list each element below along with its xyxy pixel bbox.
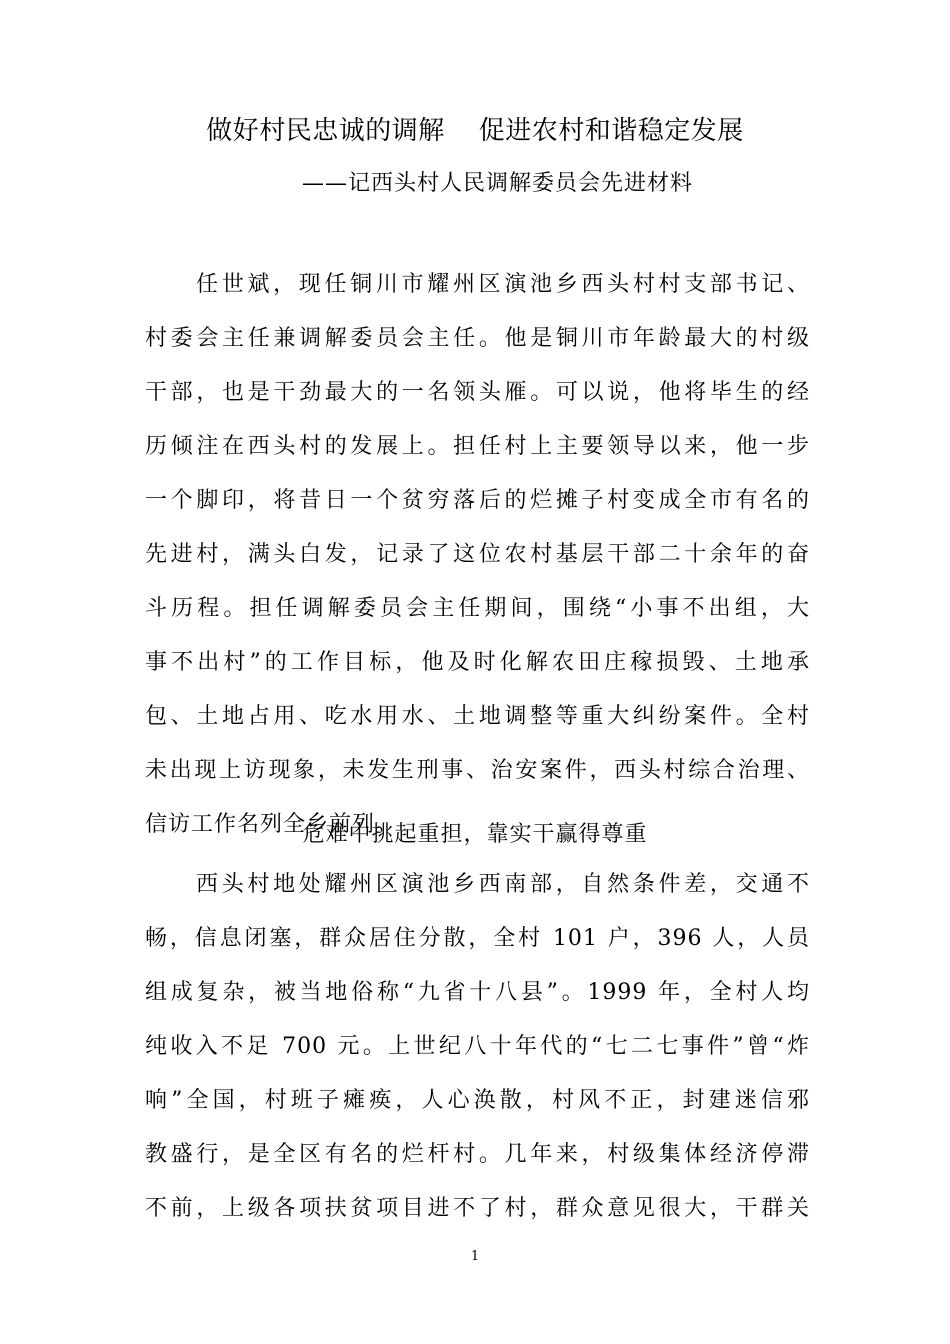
title-part-1: 做好村民忠诚的调解 (206, 116, 445, 146)
page-number: 1 (470, 1249, 480, 1264)
section-heading: 危难中挑起重担，靠实干赢得尊重 (302, 822, 648, 847)
paragraph-line: 教盛行，是全区有名的烂杆村。几年来，村级集体经济停滞 (145, 1142, 810, 1167)
paragraph-line: 斗历程。担任调解委员会主任期间，围绕“小事不出组，大 (145, 596, 810, 621)
paragraph-2 (145, 858, 810, 1236)
paragraph-line: 信访工作名列全乡前列。 (145, 812, 399, 837)
paragraph-line: 畅，信息闭塞，群众居住分散，全村 101 户，396 人，人员 (145, 926, 810, 951)
paragraph-line: 先进村，满头白发，记录了这位农村基层干部二十余年的奋 (145, 542, 810, 567)
paragraph-line: 一个脚印，将昔日一个贫穷落后的烂摊子村变成全市有名的 (145, 488, 810, 513)
paragraph-line: 纯收入不足 700 元。上世纪八十年代的“七二七事件”曾“炸 (145, 1034, 810, 1059)
paragraph-line: 村委会主任兼调解委员会主任。他是铜川市年龄最大的村级 (145, 326, 810, 351)
paragraph-1 (145, 258, 810, 852)
title-part-2: 促进农村和谐稳定发展 (478, 116, 744, 146)
paragraph-line: 历倾注在西头村的发展上。担任村上主要领导以来，他一步 (145, 434, 810, 459)
paragraph-line: 西头村地处耀州区演池乡西南部，自然条件差，交通不 (196, 872, 810, 897)
paragraph-line: 组成复杂，被当地俗称“九省十八县”。1999 年，全村人均 (145, 980, 810, 1005)
paragraph-line: 未出现上访现象，未发生刑事、治安案件，西头村综合治理、 (145, 758, 810, 783)
document-title (0, 111, 950, 151)
paragraph-line: 不前，上级各项扶贫项目进不了村，群众意见很大，干群关 (145, 1196, 810, 1221)
paragraph-line: 任世斌，现任铜川市耀州区演池乡西头村村支部书记、 (196, 272, 810, 297)
paragraph-line: 响”全国，村班子瘫痪，人心涣散，村风不正，封建迷信邪 (145, 1088, 810, 1113)
document-subtitle: ——记西头村人民调解委员会先进材料 (302, 171, 694, 196)
paragraph-line: 干部，也是干劲最大的一名领头雁。可以说，他将毕生的经 (145, 380, 810, 405)
paragraph-line: 事不出村”的工作目标，他及时化解农田庄稼损毁、土地承 (145, 650, 810, 675)
paragraph-line: 包、土地占用、吃水用水、土地调整等重大纠纷案件。全村 (145, 704, 810, 729)
